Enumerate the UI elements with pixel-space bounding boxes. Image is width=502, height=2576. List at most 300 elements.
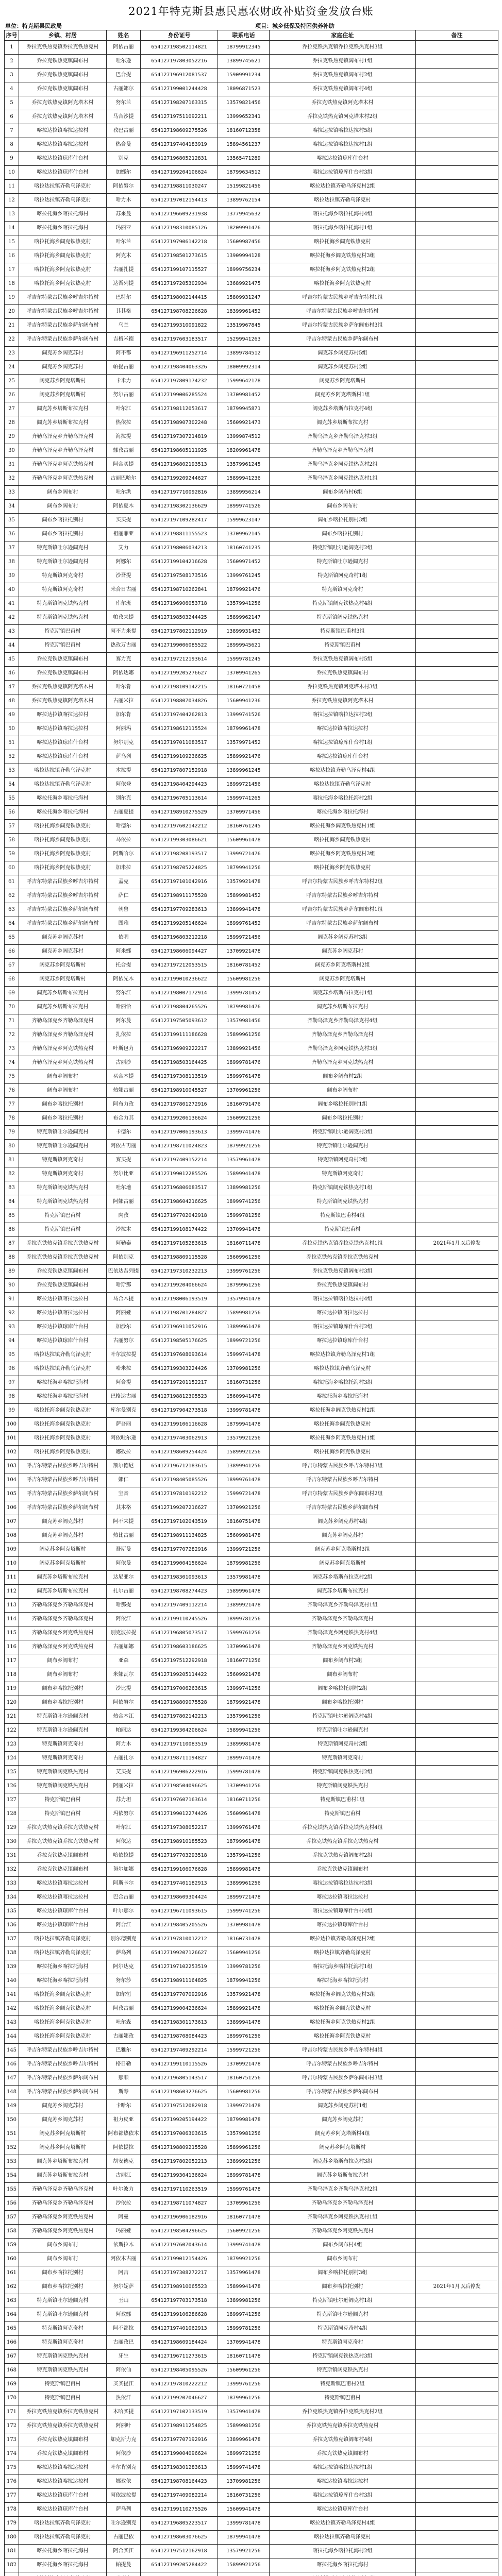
- row-phone: 13579921478: [218, 1988, 270, 2002]
- row-address: 特克斯镇巴甫村: [270, 1223, 416, 1237]
- row-number: 150: [5, 2113, 19, 2127]
- row-phone: 18999945621: [218, 639, 270, 653]
- table-row: [5, 1919, 498, 1933]
- row-note: [416, 361, 498, 375]
- row-number: 171: [5, 2405, 19, 2419]
- row-phone: 15999721478: [218, 1487, 270, 1501]
- row-name: 热孜万古丽: [107, 639, 141, 653]
- table-row: [5, 180, 498, 194]
- row-number: 94: [5, 1334, 19, 1348]
- row-phone: 15999623147: [218, 514, 270, 528]
- row-note: [416, 2364, 498, 2378]
- row-name: 古丽沙: [107, 1056, 141, 1070]
- row-id-number: 654127198708226628: [141, 305, 218, 319]
- table-row: [5, 2266, 498, 2280]
- row-town: 喀拉达拉镇齐勒乌泽克村: [19, 194, 107, 208]
- row-phone: 15999761256: [218, 1626, 270, 1640]
- row-note: [416, 1571, 498, 1585]
- row-number: 109: [5, 1543, 19, 1557]
- table-row: [5, 402, 498, 416]
- table-row: [5, 611, 498, 625]
- row-note: [416, 1849, 498, 1863]
- row-number: 11: [5, 180, 19, 194]
- row-number: 146: [5, 2058, 19, 2072]
- row-town: 喀拉达拉镇琼库什台村: [19, 2489, 107, 2503]
- row-town: 特克斯镇巴甫村: [19, 2392, 107, 2405]
- row-address: 阔克苏乡塔斯布拉克村: [270, 1585, 416, 1599]
- row-note: [416, 2545, 498, 2558]
- row-number: 9: [5, 152, 19, 166]
- table-row: [5, 861, 498, 875]
- row-id-number: 654127198301093613: [141, 1571, 218, 1585]
- row-id-number: 654127199207046627: [141, 2392, 218, 2405]
- row-id-number: 654127196712183615: [141, 1460, 218, 1473]
- row-phone: 13709941478: [218, 1223, 270, 1237]
- row-phone: 18160781452: [218, 959, 270, 973]
- row-number: 164: [5, 2308, 19, 2322]
- row-town: [19, 2572, 107, 2576]
- table-row: [5, 583, 498, 597]
- row-id-number: 654127197608093614: [141, 1348, 218, 1362]
- row-name: 哈丽恰: [107, 1001, 141, 1014]
- row-phone: 15999781245: [218, 653, 270, 667]
- table-row: [5, 2350, 498, 2364]
- row-name: 叶斯包力: [107, 1042, 141, 1056]
- row-name: 卡德尔: [107, 1126, 141, 1140]
- table-row: [5, 1265, 498, 1279]
- row-id-number: 654127199012274426: [141, 1807, 218, 1821]
- row-town: 乔拉克铁热克镇阿克塔木村: [19, 110, 107, 124]
- table-row: [5, 2419, 498, 2433]
- row-id-number: 654127197109282417: [141, 514, 218, 528]
- row-note: [416, 180, 498, 194]
- row-id-number: 654127198804265526: [141, 1001, 218, 1014]
- row-phone: 15999721256: [218, 2044, 270, 2058]
- row-note: [416, 347, 498, 361]
- row-id-number: 654127196705113614: [141, 792, 218, 806]
- row-town: 喀拉托海乡阿克铁热克村: [19, 1432, 107, 1446]
- row-address: 阔克苏乡阔克苏村: [270, 1529, 416, 1543]
- row-town: 喀拉托海乡阿克铁热克村: [19, 277, 107, 291]
- row-id-number: 654127199107115527: [141, 263, 218, 277]
- table-row: [5, 2364, 498, 2378]
- row-note: [416, 430, 498, 444]
- row-id-number: 654127197012154413: [141, 194, 218, 208]
- table-row: [5, 2447, 498, 2461]
- row-phone: 13999761256: [218, 1265, 270, 1279]
- row-town: 呼吉尔特蒙古民族乡萨尔阔布村: [19, 1501, 107, 1515]
- row-phone: 18209961478: [218, 444, 270, 458]
- row-name: 古丽扎提: [107, 263, 141, 277]
- row-number: 84: [5, 1195, 19, 1209]
- row-number: 29: [5, 430, 19, 444]
- table-row: [5, 2405, 498, 2419]
- row-town: 特克斯镇吐尔逊阔克村: [19, 555, 107, 569]
- row-id-number: 654127197308272217: [141, 2266, 218, 2280]
- row-name: 哈米拉: [107, 1362, 141, 1376]
- table-row: [5, 820, 498, 834]
- row-name: 加沙尔: [107, 1320, 141, 1334]
- row-address: 乔拉克铁热克镇阔布村: [270, 1863, 416, 1877]
- row-id-number: 654127198301173613: [141, 2016, 218, 2030]
- col-header-phone: 联系电话: [218, 30, 270, 41]
- row-number: 28: [5, 416, 19, 430]
- row-address: 阔克苏乡阔克苏村: [270, 945, 416, 959]
- row-name: 阿布都热依木: [107, 2127, 141, 2141]
- row-town: 阔克苏乡阔克苏村: [19, 2099, 107, 2113]
- row-id-number: 654127197801272916: [141, 1098, 218, 1112]
- table-row: [5, 1752, 498, 1766]
- row-phone: 15809931247: [218, 291, 270, 305]
- row-number: 166: [5, 2336, 19, 2350]
- row-name: 巴雅尔: [107, 2044, 141, 2058]
- row-id-number: 654127198504296625: [141, 2225, 218, 2239]
- row-town: 阔布乡阔布村: [19, 2252, 107, 2266]
- row-town: 喀拉托海乡喀拉托海村: [19, 806, 107, 820]
- row-phone: 13999652341: [218, 110, 270, 124]
- row-address: 喀拉达拉镇喀拉达拉村3组: [270, 1877, 416, 1891]
- table-row: [5, 486, 498, 500]
- table-row: [5, 1279, 498, 1293]
- row-town: 特克斯镇阿克奇村: [19, 1738, 107, 1752]
- row-address: 阔布乡阔布村: [270, 500, 416, 514]
- row-phone: 18160751478: [218, 1515, 270, 1529]
- table-row: [5, 96, 498, 110]
- row-address: 特克斯镇阿克奇村: [270, 1752, 416, 1766]
- row-address: 喀拉达拉镇齐勒乌泽克村: [270, 194, 416, 208]
- row-id-number: 654127196906053718: [141, 597, 218, 611]
- row-phone: 13899961478: [218, 2433, 270, 2447]
- row-town: 乔拉克铁热克镇阿克塔木村: [19, 681, 107, 694]
- row-address: 阔克苏乡阿克塔斯村2组: [270, 959, 416, 973]
- row-note: [416, 319, 498, 333]
- row-note: [416, 1946, 498, 1960]
- row-number: 25: [5, 375, 19, 388]
- row-note: [416, 1293, 498, 1307]
- row-number: 52: [5, 750, 19, 764]
- row-number: 49: [5, 708, 19, 722]
- row-town: 乔拉克铁热克镇乔拉克铁热克村: [19, 2405, 107, 2419]
- row-town: 喀拉托海乡阿克铁热克村: [19, 848, 107, 861]
- row-note: [416, 555, 498, 569]
- row-name: 乌兰: [107, 319, 141, 333]
- row-phone: 13899931452: [218, 625, 270, 639]
- row-number: 149: [5, 2099, 19, 2113]
- row-name: 加娜尔: [107, 166, 141, 180]
- row-id-number: 654127199012154426: [141, 2252, 218, 2266]
- row-address: 喀拉托海乡阿克铁热克村2组: [270, 263, 416, 277]
- row-id-number: 654127196805223517: [141, 2517, 218, 2531]
- row-town: 阔克苏乡阿克塔斯村: [19, 388, 107, 402]
- row-town: 喀拉达拉镇喀拉达拉村: [19, 722, 107, 736]
- row-id-number: 654127199109236625: [141, 750, 218, 764]
- table-row: [5, 541, 498, 555]
- row-note: [416, 2378, 498, 2392]
- row-note: [416, 82, 498, 96]
- row-address: 呼吉尔特蒙古民族乡萨尔阔布村: [270, 1501, 416, 1515]
- row-id-number: 654127196802193513: [141, 458, 218, 472]
- row-phone: 13689921475: [218, 277, 270, 291]
- row-town: 喀拉托海乡喀拉托海村: [19, 208, 107, 222]
- row-number: 32: [5, 472, 19, 486]
- row-number: 153: [5, 2155, 19, 2169]
- row-number: 67: [5, 959, 19, 973]
- row-name: 加尔恒: [107, 1988, 141, 2002]
- row-number: 181: [5, 2545, 19, 2558]
- row-phone: 13579941478: [218, 2405, 270, 2419]
- row-phone: 15999741265: [218, 792, 270, 806]
- row-name: 娜孜古丽: [107, 444, 141, 458]
- row-address: 特克斯镇阔克铁热克村: [270, 611, 416, 625]
- row-phone: 13579981256: [218, 2127, 270, 2141]
- row-id-number: 654127199207126627: [141, 1946, 218, 1960]
- row-name: 玛丽亚: [107, 222, 141, 235]
- row-town: 喀拉达拉镇齐勒乌泽克村: [19, 1348, 107, 1362]
- row-name: 叶尔江: [107, 402, 141, 416]
- row-note: [416, 2044, 498, 2058]
- table-row: [5, 1237, 498, 1251]
- row-number: 87: [5, 1237, 19, 1251]
- row-number: 162: [5, 2280, 19, 2294]
- table-row: [5, 1014, 498, 1028]
- row-name: 阿曼: [107, 2211, 141, 2225]
- row-name: 阿依登: [107, 778, 141, 792]
- row-number: 78: [5, 1112, 19, 1126]
- row-phone: 13899784512: [218, 347, 270, 361]
- row-name: 米合日古丽: [107, 583, 141, 597]
- row-address: 阔克苏乡阔克苏村: [270, 2113, 416, 2127]
- table-row: [5, 1112, 498, 1126]
- row-town: 阔克苏乡塔斯布拉克村: [19, 1585, 107, 1599]
- row-id-number: 654127199110275526: [141, 2503, 218, 2517]
- row-phone: 18799945871: [218, 402, 270, 416]
- row-note: [416, 124, 498, 138]
- row-phone: 15609987456: [218, 235, 270, 249]
- row-id-number: 654127197102253519: [141, 1960, 218, 1974]
- row-town: 阔克苏乡阔克苏村: [19, 1515, 107, 1529]
- row-phone: 18799921256: [218, 1140, 270, 1154]
- row-name: 古丽加娜: [107, 1640, 141, 1654]
- row-phone: 15609941478: [218, 1390, 270, 1404]
- table-row: [5, 222, 498, 235]
- row-town: 阔克苏乡塔斯布拉克村: [19, 1001, 107, 1014]
- row-address: 呼吉尔特蒙古民族乡呼吉尔特村: [270, 2058, 416, 2072]
- row-id-number: 654127196609231938: [141, 208, 218, 222]
- table-row: [5, 1334, 498, 1348]
- row-phone: 18999781476: [218, 1056, 270, 1070]
- row-phone: 18009992314: [218, 361, 270, 375]
- row-town: 齐勒乌泽克乡齐勒乌泽克村: [19, 2183, 107, 2197]
- row-id-number: 654127197511092211: [141, 110, 218, 124]
- row-name: 巴合古丽: [107, 1891, 141, 1905]
- row-address: 特克斯镇阿克奇村4组: [270, 2322, 416, 2336]
- row-town: 特克斯镇阿克奇村: [19, 1154, 107, 1167]
- row-address: 喀拉达拉镇琼库什台村: [270, 750, 416, 764]
- row-phone: 18160711478: [218, 1237, 270, 1251]
- row-phone: 15899941236: [218, 472, 270, 486]
- row-number: 22: [5, 333, 19, 347]
- row-id-number: 654127198505176625: [141, 1334, 218, 1348]
- row-phone: 18160731478: [218, 1933, 270, 1946]
- row-id-number: 654127198910185523: [141, 1835, 218, 1849]
- table-row: [5, 1181, 498, 1195]
- row-town: 阔克苏乡塔斯布拉克村: [19, 416, 107, 430]
- table-row: [5, 1821, 498, 1835]
- row-note: [416, 528, 498, 541]
- table-row: [5, 1835, 498, 1849]
- row-note: [416, 2531, 498, 2545]
- row-address: 阔布乡喀拉托别村3组: [270, 2266, 416, 2280]
- row-name: 阿斯哈尔: [107, 848, 141, 861]
- row-id-number: 654127198606094427: [141, 945, 218, 959]
- row-id-number: 654127198504096625: [141, 1780, 218, 1793]
- row-phone: 15899981256: [218, 2419, 270, 2433]
- table-row: [5, 1501, 498, 1515]
- row-name: 萨乌列: [107, 2503, 141, 2517]
- row-address: 呼吉尔特蒙古民族乡呼吉尔特村4组: [270, 2044, 416, 2058]
- row-id-number: 654127197802052213: [141, 2155, 218, 2169]
- row-phone: 13999741526: [218, 708, 270, 722]
- row-note: [416, 1863, 498, 1877]
- row-note: [416, 875, 498, 889]
- table-row: [5, 1780, 498, 1793]
- table-row: [5, 1640, 498, 1654]
- row-id-number: 654127197512292918: [141, 1654, 218, 1668]
- row-number: 158: [5, 2225, 19, 2239]
- row-name: 木拉提: [107, 764, 141, 778]
- row-id-number: [141, 2572, 218, 2576]
- table-row: [5, 639, 498, 653]
- table-row: [5, 138, 498, 152]
- table-row: [5, 1557, 498, 1571]
- row-number: 152: [5, 2141, 19, 2155]
- row-name: 买买提: [107, 514, 141, 528]
- row-address: 特克斯镇吐尔逊阔克村1组: [270, 2294, 416, 2308]
- row-number: 41: [5, 597, 19, 611]
- row-number: 97: [5, 1376, 19, 1390]
- table-row: [5, 249, 498, 263]
- row-note: [416, 2225, 498, 2239]
- row-address: 阔克苏乡塔斯布拉克村2组: [270, 1571, 416, 1585]
- row-name: 阿不都: [107, 347, 141, 361]
- row-address: 齐勒乌泽克乡齐勒乌泽克村4组: [270, 1014, 416, 1028]
- row-phone: 15899961256: [218, 1028, 270, 1042]
- row-phone: [218, 2572, 270, 2576]
- row-phone: 18999761256: [218, 2030, 270, 2044]
- table-row: [5, 1529, 498, 1543]
- row-address: 喀拉达拉镇喀拉达拉村: [270, 2475, 416, 2489]
- row-name: 阿勒泰: [107, 1237, 141, 1251]
- table-row: [5, 806, 498, 820]
- row-phone: 13709962145: [218, 528, 270, 541]
- row-name: 苏力坦: [107, 1793, 141, 1807]
- table-row: [5, 1320, 498, 1334]
- row-number: 130: [5, 1835, 19, 1849]
- row-note: [416, 514, 498, 528]
- row-id-number: 654127196912081537: [141, 69, 218, 82]
- row-name: 托合提: [107, 959, 141, 973]
- table-row: [5, 2545, 498, 2558]
- row-phone: 13999721478: [218, 2099, 270, 2113]
- row-address: 阔克苏乡阔克苏村5组: [270, 347, 416, 361]
- row-number: 165: [5, 2322, 19, 2336]
- row-id-number: 654127197102133519: [141, 2405, 218, 2419]
- row-address: 阔克苏乡阿克塔斯村: [270, 973, 416, 987]
- row-name: 巴依达吾列提: [107, 1265, 141, 1279]
- row-address: 特克斯镇阿克奇村: [270, 1167, 416, 1181]
- row-id-number: 654127197809174232: [141, 375, 218, 388]
- row-name: 其其格: [107, 305, 141, 319]
- row-town: 喀拉托海乡阔克铁热克村: [19, 1404, 107, 1418]
- table-row: [5, 569, 498, 583]
- row-address: 呼吉尔特蒙古民族乡萨尔阔布村: [270, 333, 416, 347]
- row-name: 阿合买江: [107, 2545, 141, 2558]
- row-address: 喀拉达拉镇琼库什台村2组: [270, 1320, 416, 1334]
- row-phone: 15899921256: [218, 1446, 270, 1460]
- row-note: [416, 55, 498, 69]
- table-row: [5, 500, 498, 514]
- table-row: [5, 1877, 498, 1891]
- row-name: 阿娜尔: [107, 555, 141, 569]
- row-name: 那顺: [107, 2072, 141, 2086]
- row-town: 阔克苏乡阔克苏村: [19, 347, 107, 361]
- row-note: [416, 708, 498, 722]
- row-address: 喀拉托海乡喀拉托海村1组: [270, 222, 416, 235]
- row-name: 依斯拉木: [107, 2239, 141, 2252]
- row-address: 阔布乡阔布村: [270, 2252, 416, 2266]
- table-row: [5, 2086, 498, 2099]
- row-address: 乔拉克铁热克镇阿克塔木村2组: [270, 110, 416, 124]
- row-address: 喀拉达拉镇琼库什台村: [270, 1334, 416, 1348]
- row-phone: 18799961256: [218, 2392, 270, 2405]
- row-address: 喀拉达拉镇齐勒乌泽克村4组: [270, 764, 416, 778]
- row-address: 喀拉达拉镇喀拉达拉村: [270, 1307, 416, 1320]
- row-address: 阔克苏乡阿克塔斯村3组: [270, 1543, 416, 1557]
- row-name: 玛依努尔: [107, 1807, 141, 1821]
- row-number: 17: [5, 263, 19, 277]
- row-name: 阿斯卡尔: [107, 1877, 141, 1891]
- row-phone: 15999781478: [218, 1766, 270, 1780]
- row-town: 乔拉克铁热克镇阔布村: [19, 1265, 107, 1279]
- row-town: 阔布乡阔布村: [19, 2239, 107, 2252]
- table-row: [5, 1446, 498, 1460]
- row-town: 阔克苏乡阔克苏村: [19, 931, 107, 945]
- row-address: 乔拉克铁热克镇乔拉克铁热克村4组: [270, 1821, 416, 1835]
- row-name: 艾力: [107, 541, 141, 555]
- row-id-number: 654127197802112919: [141, 625, 218, 639]
- row-note: [416, 1766, 498, 1780]
- row-number: 170: [5, 2392, 19, 2405]
- row-number: 40: [5, 583, 19, 597]
- table-row: [5, 2517, 498, 2531]
- row-address: 乔拉克铁热克镇乔拉克铁热克村: [270, 2419, 416, 2433]
- row-note: [416, 2086, 498, 2099]
- row-note: [416, 1126, 498, 1140]
- row-name: 叶尔波拉提: [107, 1348, 141, 1362]
- row-number: 100: [5, 1418, 19, 1432]
- row-id-number: 654127197710092816: [141, 486, 218, 500]
- table-row: [5, 681, 498, 694]
- row-note: [416, 2155, 498, 2169]
- row-address: 呼吉尔特蒙古民族乡呼吉尔特村2组: [270, 875, 416, 889]
- row-id-number: 654127197603183517: [141, 333, 218, 347]
- row-note: [416, 1668, 498, 1682]
- table-row: [5, 1307, 498, 1320]
- row-name: 叶尔肯别克: [107, 2461, 141, 2475]
- row-number: 79: [5, 1126, 19, 1140]
- row-phone: 13999741476: [218, 1126, 270, 1140]
- row-phone: 15609981256: [218, 2086, 270, 2099]
